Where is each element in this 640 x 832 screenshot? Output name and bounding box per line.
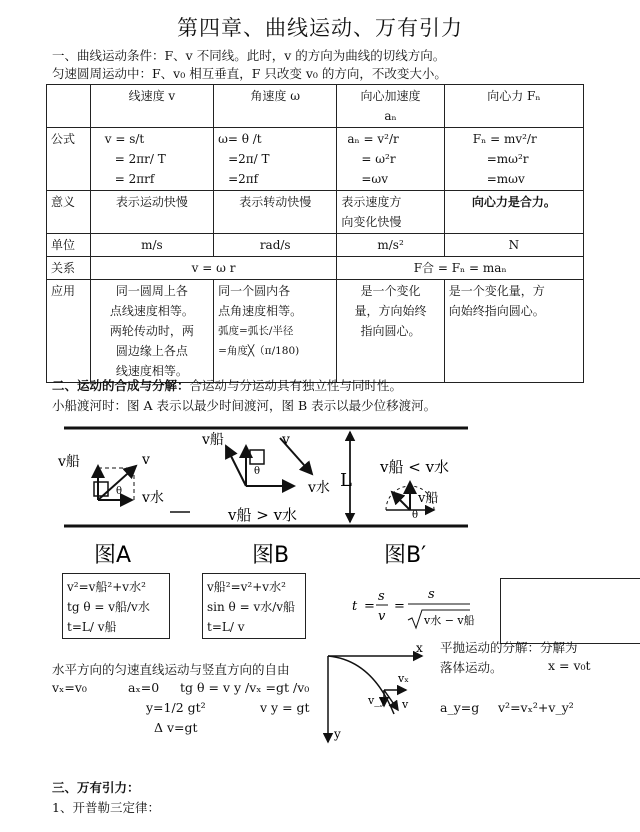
boat-crossing-figure (50, 416, 490, 576)
application-f: 是一个变化量，方 向始终指向圆心。 (444, 280, 583, 383)
fig-a-v: v (142, 452, 150, 468)
crossing-time-formula (352, 582, 478, 632)
table-header-a: 向心加速度 aₙ (337, 85, 444, 128)
relation-v-w: v = ω r (90, 257, 337, 280)
empty-frame (500, 578, 640, 644)
fig-a-v-boat: v船 (58, 454, 80, 470)
formula-f: Fₙ = mv²/r =mω²r =mωv (444, 128, 583, 191)
row-label-relation: 关系 (47, 257, 91, 280)
svg-text:v: v (378, 609, 386, 624)
section-3-sub-1: 1、开普勒三定律： (52, 800, 160, 815)
table-header-blank (47, 85, 91, 128)
fig-a-v-water: v水 (142, 490, 164, 506)
meaning-a: 表示速度方 向变化快慢 (337, 191, 444, 234)
projectile-dv: Δ v=gt (154, 720, 198, 735)
circular-motion-table (46, 84, 584, 383)
fig-b-v-boat: v船 (202, 432, 224, 448)
fig-b-condition: v船 > v水 (228, 506, 298, 524)
svg-text:s: s (378, 589, 385, 604)
projectile-right-line-1: 平抛运动的分解：分解为 (440, 640, 578, 655)
projectile-axis-x-label: x (416, 644, 423, 655)
projectile-axis-y-label: y (334, 727, 341, 741)
projectile-lbl-vx: vₓ (398, 672, 409, 685)
projectile-tg: tg θ = v y /vₓ =gt /v₀ (180, 680, 310, 695)
row-label-formula: 公式 (47, 128, 91, 191)
projectile-lbl-v: v (402, 698, 409, 711)
unit-w: rad/s (214, 234, 337, 257)
fig-b-v-water: v水 (308, 480, 330, 496)
svg-text:v水 − v船: v水 − v船 (424, 614, 475, 627)
projectile-v2: v²=vₓ²+v_y² (498, 700, 574, 715)
fig-b-v: v (282, 432, 290, 448)
application-v: 同一圆周上各 点线速度相等。 两轮传动时，两 圆边缘上各点 线速度相等。 (90, 280, 213, 383)
caption-figure-b: 图B (252, 543, 290, 568)
fig-b-theta: θ (254, 466, 261, 477)
formula-box-a: v²=v船²+v水² tg θ = v船/v水 t=L/ v船 (62, 573, 170, 639)
meaning-v: 表示运动快慢 (90, 191, 213, 234)
formula-v: v = s/t = 2πr/ T = 2πrf (90, 128, 213, 191)
svg-text:=: = (364, 599, 375, 614)
unit-f: N (444, 234, 583, 257)
projectile-lbl-vy: v_y (368, 694, 386, 707)
river-width-marker (340, 432, 352, 522)
svg-text:s: s (428, 587, 435, 602)
projectile-left-line-1: 水平方向的匀速直线运动与竖直方向的自由 (52, 662, 290, 677)
figure-a-diagram (57, 452, 190, 512)
caption-figure-a: 图A (94, 543, 132, 568)
projectile-ax: aₓ=0 (128, 680, 160, 695)
svg-text:t: t (352, 599, 358, 614)
table-header-w: 角速度 ω (214, 85, 337, 128)
application-w: 同一个圆内各 点角速度相等。 弧度=弧长/半径 =角度╳（π/180) (214, 280, 337, 383)
fig-bp-condition: v船 < v水 (380, 458, 450, 476)
unit-a: m/s² (337, 234, 444, 257)
row-label-meaning: 意义 (47, 191, 91, 234)
section-3-heading: 三、万有引力： (52, 780, 140, 795)
projectile-right-line-2: 落体运动。 (440, 660, 503, 675)
formula-w: ω= θ /t =2π/ T =2πf (214, 128, 337, 191)
caption-figure-b-prime: 图B′ (384, 543, 427, 568)
fig-bp-theta: θ (412, 510, 419, 521)
row-label-application: 应用 (47, 280, 91, 383)
relation-a-f: F合 = Fₙ = maₙ (337, 257, 584, 280)
meaning-f: 向心力是合力。 (444, 191, 583, 234)
section-2-heading: 二、运动的合成与分解： (52, 378, 190, 393)
table-header-f: 向心力 Fₙ (444, 85, 583, 128)
formula-a: aₙ = v²/r = ω²r =ωv (337, 128, 444, 191)
section-2-heading-rest: 合运动与分运动具有独立性与同时性。 (189, 378, 403, 393)
formula-box-b: v船²=v²+v水² sin θ = v水/v船 t=L/ v (202, 573, 306, 639)
unit-v: m/s (90, 234, 213, 257)
row-label-unit: 单位 (47, 234, 91, 257)
figure-b-prime-diagram (379, 458, 449, 521)
fig-a-theta: θ (116, 486, 123, 497)
meaning-w: 表示转动快慢 (214, 191, 337, 234)
projectile-diagram (318, 644, 432, 750)
projectile-x-formula: x = v₀t (548, 658, 591, 673)
intro-line-2: 匀速圆周运动中：F、v₀ 相互垂直，F 只改变 v₀ 的方向，不改变大小。 (52, 66, 447, 81)
page-title: 第四章、曲线运动、万有引力 (177, 16, 463, 40)
svg-text:=: = (394, 599, 405, 614)
section-2-line (52, 376, 402, 394)
projectile-ay: a_y=g (440, 700, 480, 715)
figure-b-diagram (201, 432, 330, 524)
projectile-y: y=1/2 gt² (146, 700, 206, 715)
projectile-vx: vₓ=v₀ (52, 680, 87, 695)
application-a: 是一个变化 量，方向始终 指向圆心。 (337, 280, 444, 383)
projectile-vy: v y = gt (260, 700, 310, 715)
table-header-v: 线速度 v (90, 85, 213, 128)
boat-crossing-text: 小船渡河时：图 A 表示以最少时间渡河，图 B 表示以最少位移渡河。 (52, 398, 437, 413)
fig-l-label: L (340, 470, 352, 491)
fig-bp-v-boat: v船 (418, 491, 439, 506)
intro-line-1: 一、曲线运动条件：F、v 不同线。此时，v 的方向为曲线的切线方向。 (52, 48, 446, 63)
